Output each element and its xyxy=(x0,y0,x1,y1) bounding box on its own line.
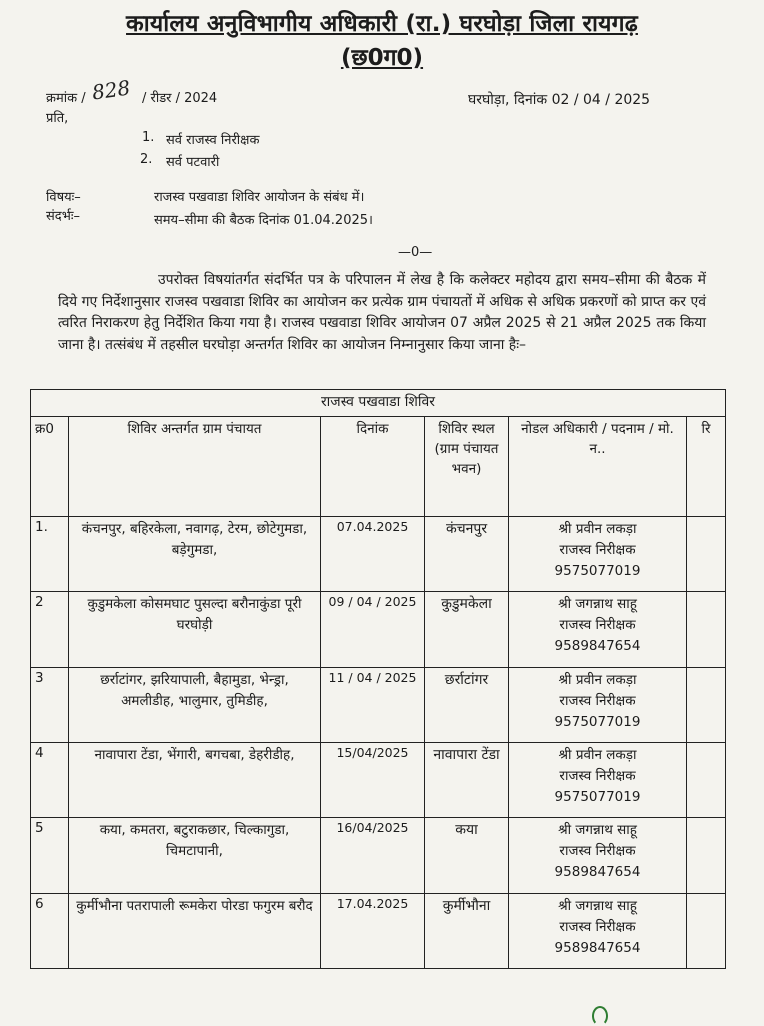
row-officer xyxy=(509,667,687,742)
row-venue: कुर्मीभौना xyxy=(425,893,509,968)
recipient-number: 1. xyxy=(142,130,155,145)
table-header-row xyxy=(31,417,726,517)
officer-post: राजस्व निरीक्षक xyxy=(559,692,636,709)
row-date: 17.04.2025 xyxy=(321,893,425,968)
row-venue: नावापारा टेंडा xyxy=(425,742,509,817)
row-gram-panchayat: कंचनपुर, बहिरकेला, नवागढ़, टेरम, छोटेगुमडा, बड़ेगुमडा, xyxy=(69,517,321,592)
row-officer xyxy=(509,893,687,968)
row-remark xyxy=(687,592,726,667)
row-sn: 6 xyxy=(31,893,69,968)
officer-post: राजस्व निरीक्षक xyxy=(559,542,636,558)
row-sn: 2 xyxy=(31,592,69,667)
row-date: 11 / 04 / 2025 xyxy=(321,667,425,742)
table-caption: राजस्व पखवाडा शिविर xyxy=(31,390,726,417)
body-paragraph xyxy=(58,270,706,356)
row-sn: 3 xyxy=(31,667,69,742)
page-mark xyxy=(592,1006,608,1026)
table-row xyxy=(31,517,726,592)
header-sn: क्र0 xyxy=(31,417,69,517)
row-sn: 4 xyxy=(31,742,69,817)
row-officer xyxy=(509,818,687,893)
officer-mobile: 9589847654 xyxy=(554,939,641,956)
row-gram-panchayat: कया, कमतरा, बटुराकछार, चिल्कागुडा, चिमटापानी, xyxy=(69,818,321,893)
prati-label: प्रति, xyxy=(46,111,69,126)
office-title: कार्यालय अनुविभागीय अधिकारी (रा.) घरघोड़ा जिला रायगढ़ xyxy=(126,11,638,37)
officer-post: राजस्व निरीक्षक xyxy=(559,843,636,860)
camp-table xyxy=(30,389,726,969)
row-remark xyxy=(687,893,726,968)
officer-post: राजस्व निरीक्षक xyxy=(559,617,636,634)
officer-mobile: 9589847654 xyxy=(554,864,641,881)
recipient-name: सर्व पटवारी xyxy=(166,155,220,170)
row-venue: छर्राटांगर xyxy=(425,667,509,742)
row-remark xyxy=(687,517,726,592)
place-date: घरघोड़ा, दिनांक 02 / 04 / 2025 xyxy=(468,92,651,108)
row-date: 16/04/2025 xyxy=(321,818,425,893)
header-venue: शिविर स्थल (ग्राम पंचायत भवन) xyxy=(425,417,509,517)
table-row xyxy=(31,893,726,968)
row-remark xyxy=(687,742,726,817)
row-remark xyxy=(687,667,726,742)
row-sn: 5 xyxy=(31,818,69,893)
officer-mobile: 9575077019 xyxy=(554,788,641,805)
table-row xyxy=(31,667,726,742)
separator: —0— xyxy=(398,245,433,260)
officer-mobile: 9575077019 xyxy=(554,713,641,730)
row-gram-panchayat: नावापारा टेंडा, भेंगारी, बगचबा, डेहरीडीह, xyxy=(69,742,321,817)
row-officer xyxy=(509,517,687,592)
officer-post: राजस्व निरीक्षक xyxy=(559,918,636,935)
state-title: (छ0ग0) xyxy=(340,45,424,71)
recipient-name: सर्व राजस्व निरीक्षक xyxy=(166,133,260,148)
row-gram-panchayat: कुर्मीभौना पतरापाली रूमकेरा पोरडा फगुरम बरौद xyxy=(69,893,321,968)
header-remark: रि xyxy=(687,417,726,517)
header-gram-panchayat: शिविर अन्तर्गत ग्राम पंचायत xyxy=(69,417,321,517)
table-row xyxy=(31,742,726,817)
header-officer: नोडल अधिकारी / पदनाम / मो. न.. xyxy=(509,417,687,517)
header-date: दिनांक xyxy=(321,417,425,517)
row-venue: कंचनपुर xyxy=(425,517,509,592)
row-officer xyxy=(509,742,687,817)
officer-post: राजस्व निरीक्षक xyxy=(559,767,636,784)
officer-mobile: 9589847654 xyxy=(554,638,641,655)
table-row xyxy=(31,592,726,667)
row-remark xyxy=(687,818,726,893)
body-text: उपरोक्त विषयांतर्गत संदर्भित पत्र के परिपालन में लेख है कि कलेक्टर महोदय द्वारा समय–सीमा की बैठक में दिये गए निर्देशानुसार राजस्व पखवाडा शिविर का आयोजन कर प्रत्येक ग्राम पंचायतों में अधिक से अधिक प्रकरणों को प्राप्त कर एवं त्वरित निराकरण हेतु निर्देशित किया गया है। राजस्व पखवाडा शिविर आयोजन 07 अप्रैल 2025 से 21 अप्रैल 2025 तक किया जाना है। तत्संबंध में तहसील घरघोड़ा अन्तर्गत शिविर का आयोजन निम्नानुसार किया जाना हैः– xyxy=(58,272,706,353)
row-date: 09 / 04 / 2025 xyxy=(321,592,425,667)
subject-label: विषयः– xyxy=(46,190,81,205)
kramank-number: 828 xyxy=(90,75,132,105)
officer-mobile: 9575077019 xyxy=(554,563,641,579)
recipient-number: 2. xyxy=(140,152,153,167)
row-officer xyxy=(509,592,687,667)
row-gram-panchayat: कुडुमकेला कोसमघाट पुसल्दा बरौनाकुंडा पूरी घरघोड़ी xyxy=(69,592,321,667)
officer-name: श्री जगन्नाथ साहू xyxy=(558,897,637,914)
table-row xyxy=(31,818,726,893)
subject-text: राजस्व पखवाडा शिविर आयोजन के संबंध में। xyxy=(154,190,365,205)
row-venue: कया xyxy=(425,818,509,893)
row-gram-panchayat: छर्राटांगर, झरियापाली, बैहामुडा, भेन्ड्रा, अमलीडीह, भालुमार, तुमिडीह, xyxy=(69,667,321,742)
reference-label: संदर्भः– xyxy=(46,209,80,224)
officer-name: श्री जगन्नाथ साहू xyxy=(558,822,637,839)
officer-name: श्री जगन्नाथ साहू xyxy=(558,596,637,613)
officer-name: श्री प्रवीन लकड़ा xyxy=(558,671,637,688)
officer-name: श्री प्रवीन लकड़ा xyxy=(558,521,637,537)
reference-text: समय–सीमा की बैठक दिनांक 01.04.2025। xyxy=(154,213,373,228)
row-date: 07.04.2025 xyxy=(321,517,425,592)
row-venue: कुडुमकेला xyxy=(425,592,509,667)
officer-name: श्री प्रवीन लकड़ा xyxy=(558,746,637,763)
kramank-label: क्रमांक / xyxy=(46,91,86,106)
row-sn: 1. xyxy=(31,517,69,592)
row-date: 15/04/2025 xyxy=(321,742,425,817)
kramank-suffix: / रीडर / 2024 xyxy=(142,91,218,106)
